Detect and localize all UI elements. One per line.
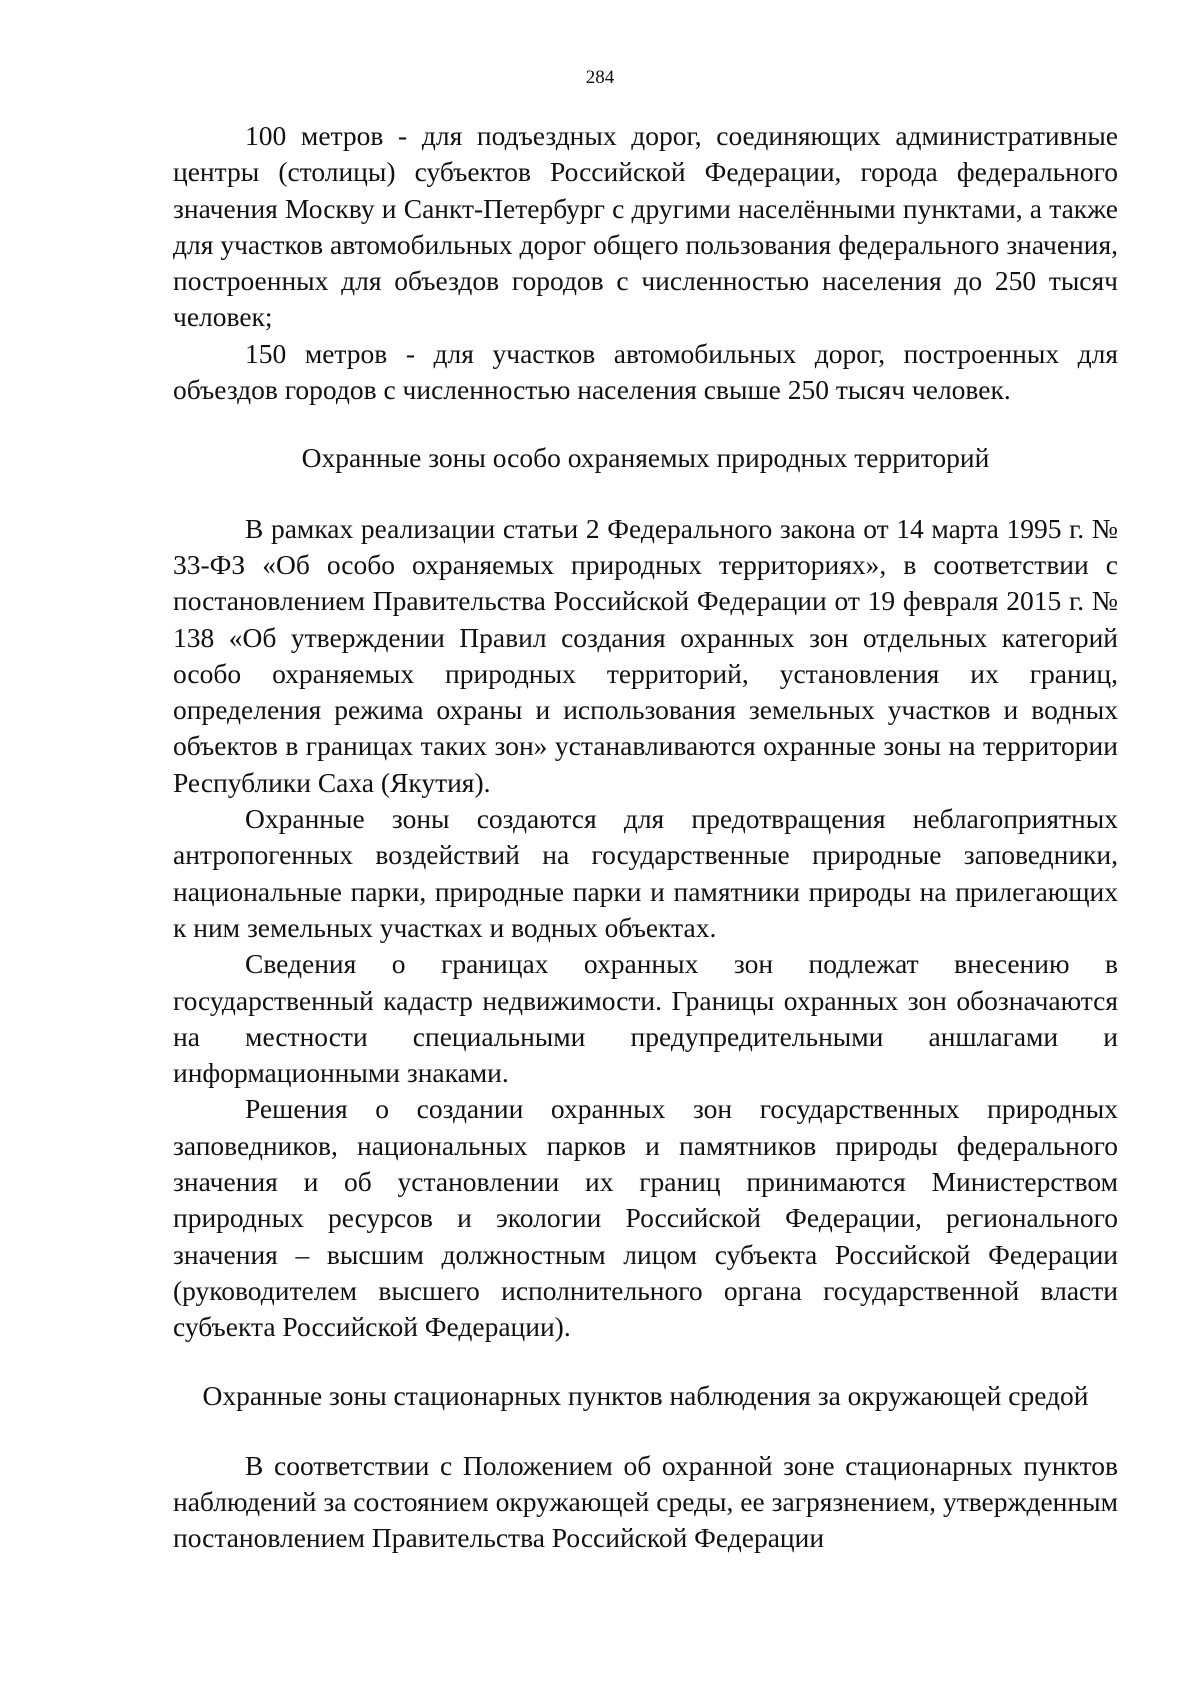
section-heading-protected-territories: Охранные зоны особо охраняемых природных территорий [301,442,990,474]
spacer [173,1346,1118,1378]
paragraph-zone-purpose: Охранные зоны создаются для предотвращения неблагоприятных антропогенных воздействий на государственные природные заповедники, национальные парки, природные парки и памятники природы на прилегающих к ним земельных участках и водных объектах. [173,803,1118,943]
spacer [173,477,1118,511]
section-heading-monitoring-stations: Охранные зоны стационарных пунктов наблюдения за окружающей средой [202,1379,1089,1411]
spacer [173,408,1118,440]
paragraph-road-150m: 150 метров - для участков автомобильных дорог, построенных для объездов городов с численностью населения свыше 250 тысяч человек. [173,337,1118,406]
page-number: 284 [585,67,615,88]
paragraph-cadastre: Сведения о границах охранных зон подлежат внесению в государственный кадастр недвижимости. Границы охранных зон обозначаются на местности специальными предупредительными аншлагами и информационными знаками. [173,948,1118,1089]
paragraph-road-100m: 100 метров - для подъездных дорог, соединяющих административные центры (столицы) субъектов Российской Федерации, города федерального значения Москву и Санкт-Петербург с другими населёнными пунктами, а также для участков автомобильных дорог общего пользования федерального значения, построенных для объездов городов с численностью населения до 250 тысяч человек; [173,120,1118,333]
paragraph-legal-basis: В рамках реализации статьи 2 Федерального закона от 14 марта 1995 г. № 33-ФЗ «Об особо охраняемых природных территориях», в соответствии с постановлением Правительства Российской Федерации от 19 февраля 2015 г. № 138 «Об утверждении Правил создания охранных зон отдельных категорий особо охраняемых природных территорий, установления их границ, определения режима охраны и использования земельных участков и водных объектов в границах таких зон» устанавливаются охранные зоны на территории Республики Саха (Якутия). [173,512,1118,798]
paragraph-monitoring-regulation: В соответствии с Положением об охранной зоне стационарных пунктов наблюдений за состоянием окружающей среды, ее загрязнением, утвержденным постановлением Правительства Российской Федерации [173,1449,1118,1554]
spacer [173,1414,1118,1448]
paragraph-decisions: Решения о создании охранных зон государственных природных заповедников, национальных парков и памятников природы федерального значения и об установлении их границ принимаются Министерством природных ресурсов и экологии Российской Федерации, регионального значения – высшим должностным лицом субъекта Российской Федерации (руководителем высшего исполнительного органа государственной власти субъекта Российской Федерации). [173,1093,1118,1343]
page-body [173,118,1118,1557]
